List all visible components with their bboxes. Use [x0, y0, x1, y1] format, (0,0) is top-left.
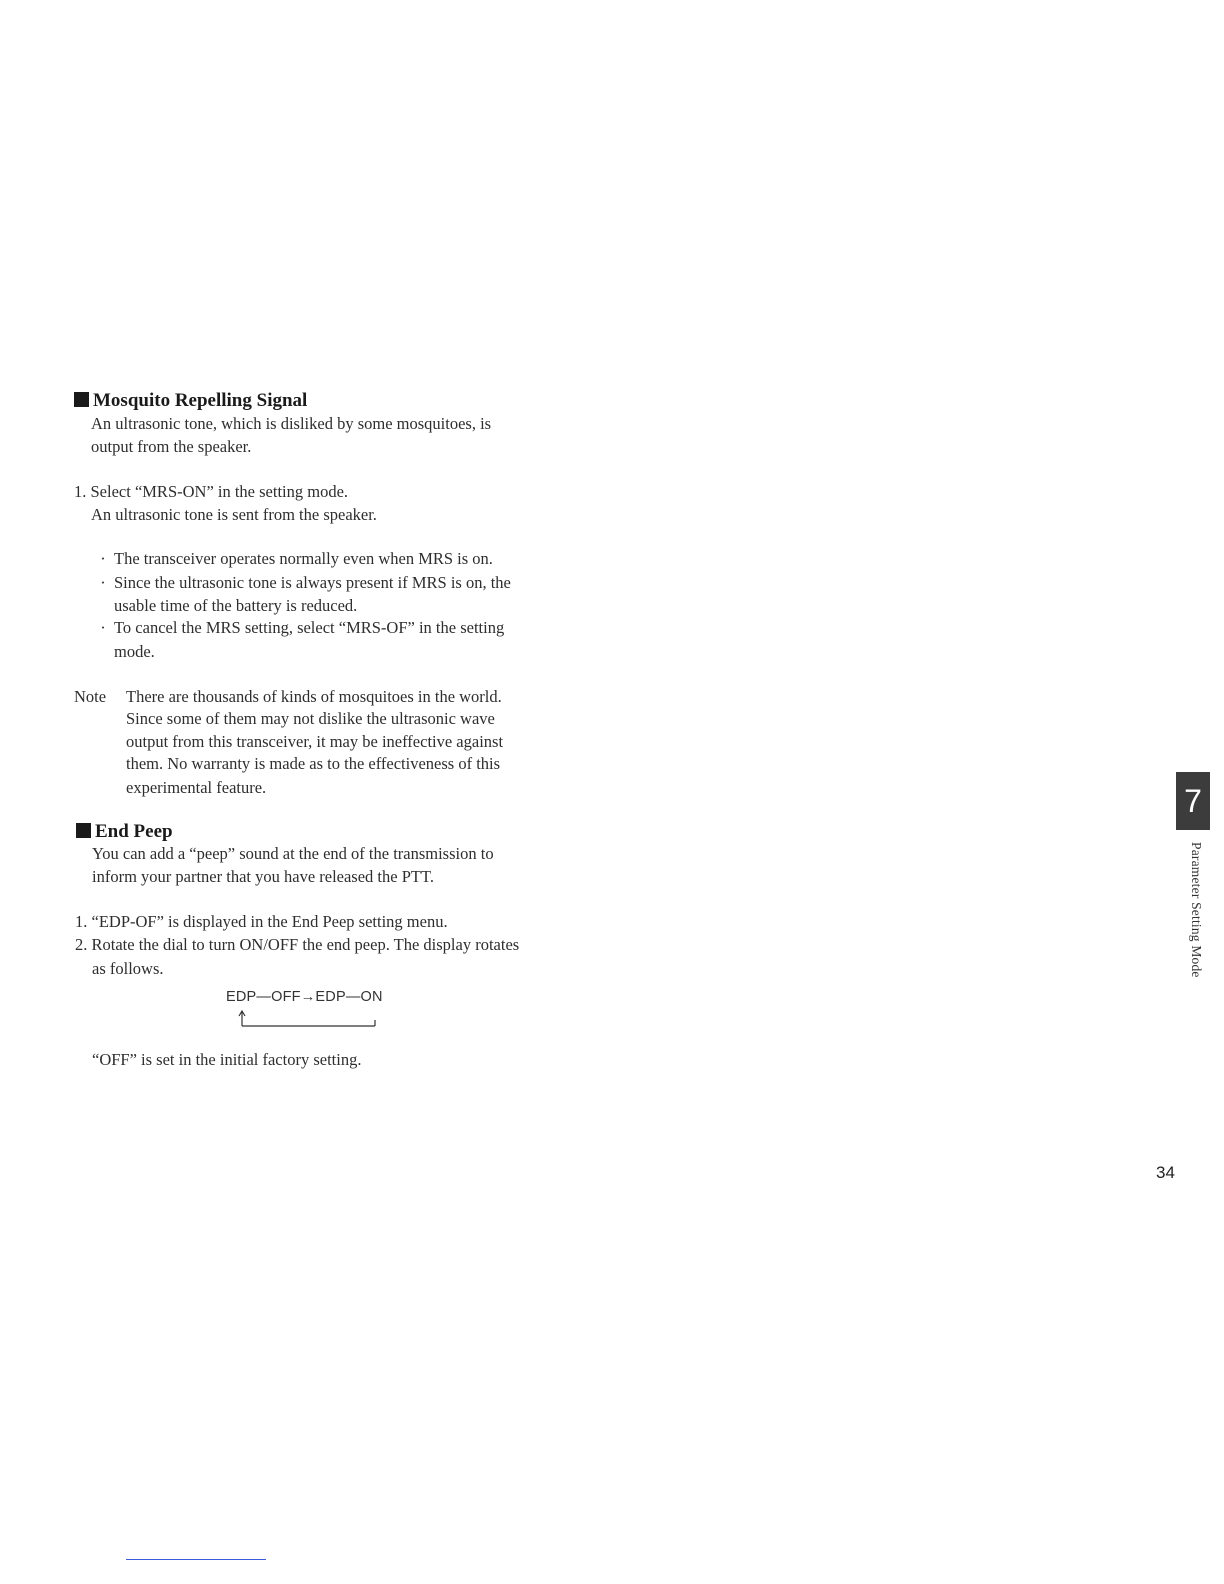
mosquito-bullet-3-cont: mode.: [114, 642, 155, 661]
note-line-1: There are thousands of kinds of mosquitoes in the world.: [126, 687, 502, 706]
mosquito-heading: [74, 390, 307, 412]
step-text: “EDP-OF” is displayed in the End Peep setting menu.: [91, 912, 448, 931]
bullet-text: The transceiver operates normally even when MRS is on.: [114, 549, 493, 568]
step-number: 1.: [75, 912, 88, 931]
mosquito-bullet-2-cont: usable time of the battery is reduced.: [114, 596, 358, 615]
bullet-dot-icon: ·: [100, 573, 106, 592]
endpeep-step-2: [75, 934, 519, 956]
return-loop-arrow-icon: [236, 1009, 382, 1029]
mosquito-bullet-1: [100, 548, 493, 570]
step-number: 1.: [74, 482, 87, 501]
endpeep-intro-line-2: inform your partner that you have released the PTT.: [92, 867, 434, 886]
diagram-right-label: EDP—ON: [315, 989, 383, 1005]
mosquito-bullet-2: [100, 572, 511, 594]
mosquito-step-1: [74, 481, 348, 503]
factory-setting-note: “OFF” is set in the initial factory setting.: [92, 1050, 362, 1069]
mosquito-intro-line-1: An ultrasonic tone, which is disliked by some mosquitoes, is: [91, 414, 492, 433]
footer-divider: [126, 1559, 266, 1560]
page-number: 34: [1156, 1163, 1175, 1182]
step-text: Rotate the dial to turn ON/OFF the end peep. The display rotates: [91, 935, 520, 954]
mosquito-bullet-3: [100, 617, 505, 639]
mosquito-step-1-sub: An ultrasonic tone is sent from the speaker.: [91, 505, 377, 524]
endpeep-heading-text: End Peep: [95, 821, 173, 842]
heading-square-icon: [74, 392, 89, 407]
endpeep-heading: [76, 821, 173, 843]
step-number: 2.: [75, 935, 88, 954]
chapter-title: Parameter Setting Mode: [1189, 842, 1204, 978]
diagram-arrow-icon: →: [300, 989, 316, 1005]
bullet-dot-icon: ·: [100, 549, 106, 568]
note-line-5: experimental feature.: [126, 778, 267, 797]
note-line-3: output from this transceiver, it may be ineffective against: [126, 732, 504, 751]
bullet-text: To cancel the MRS setting, select “MRS-OF” in the setting: [114, 618, 505, 637]
diagram-left-label: EDP—OFF: [226, 989, 301, 1005]
bullet-dot-icon: ·: [100, 618, 106, 637]
note-line-2: Since some of them may not dislike the ultrasonic wave: [126, 709, 495, 728]
endpeep-step-1: [75, 911, 448, 933]
chapter-tab: 7: [1176, 772, 1210, 830]
mosquito-intro-line-2: output from the speaker.: [91, 437, 252, 456]
mosquito-heading-text: Mosquito Repelling Signal: [93, 390, 308, 411]
rotation-diagram: [226, 989, 383, 1005]
step-text: Select “MRS-ON” in the setting mode.: [90, 482, 349, 501]
heading-square-icon: [76, 823, 91, 838]
bullet-text: Since the ultrasonic tone is always present if MRS is on, the: [114, 573, 511, 592]
endpeep-intro-line-1: You can add a “peep” sound at the end of the transmission to: [92, 844, 494, 863]
endpeep-step-2-cont: as follows.: [92, 959, 164, 978]
note-line-4: them. No warranty is made as to the effectiveness of this: [126, 754, 501, 773]
note-label: Note: [74, 687, 107, 706]
